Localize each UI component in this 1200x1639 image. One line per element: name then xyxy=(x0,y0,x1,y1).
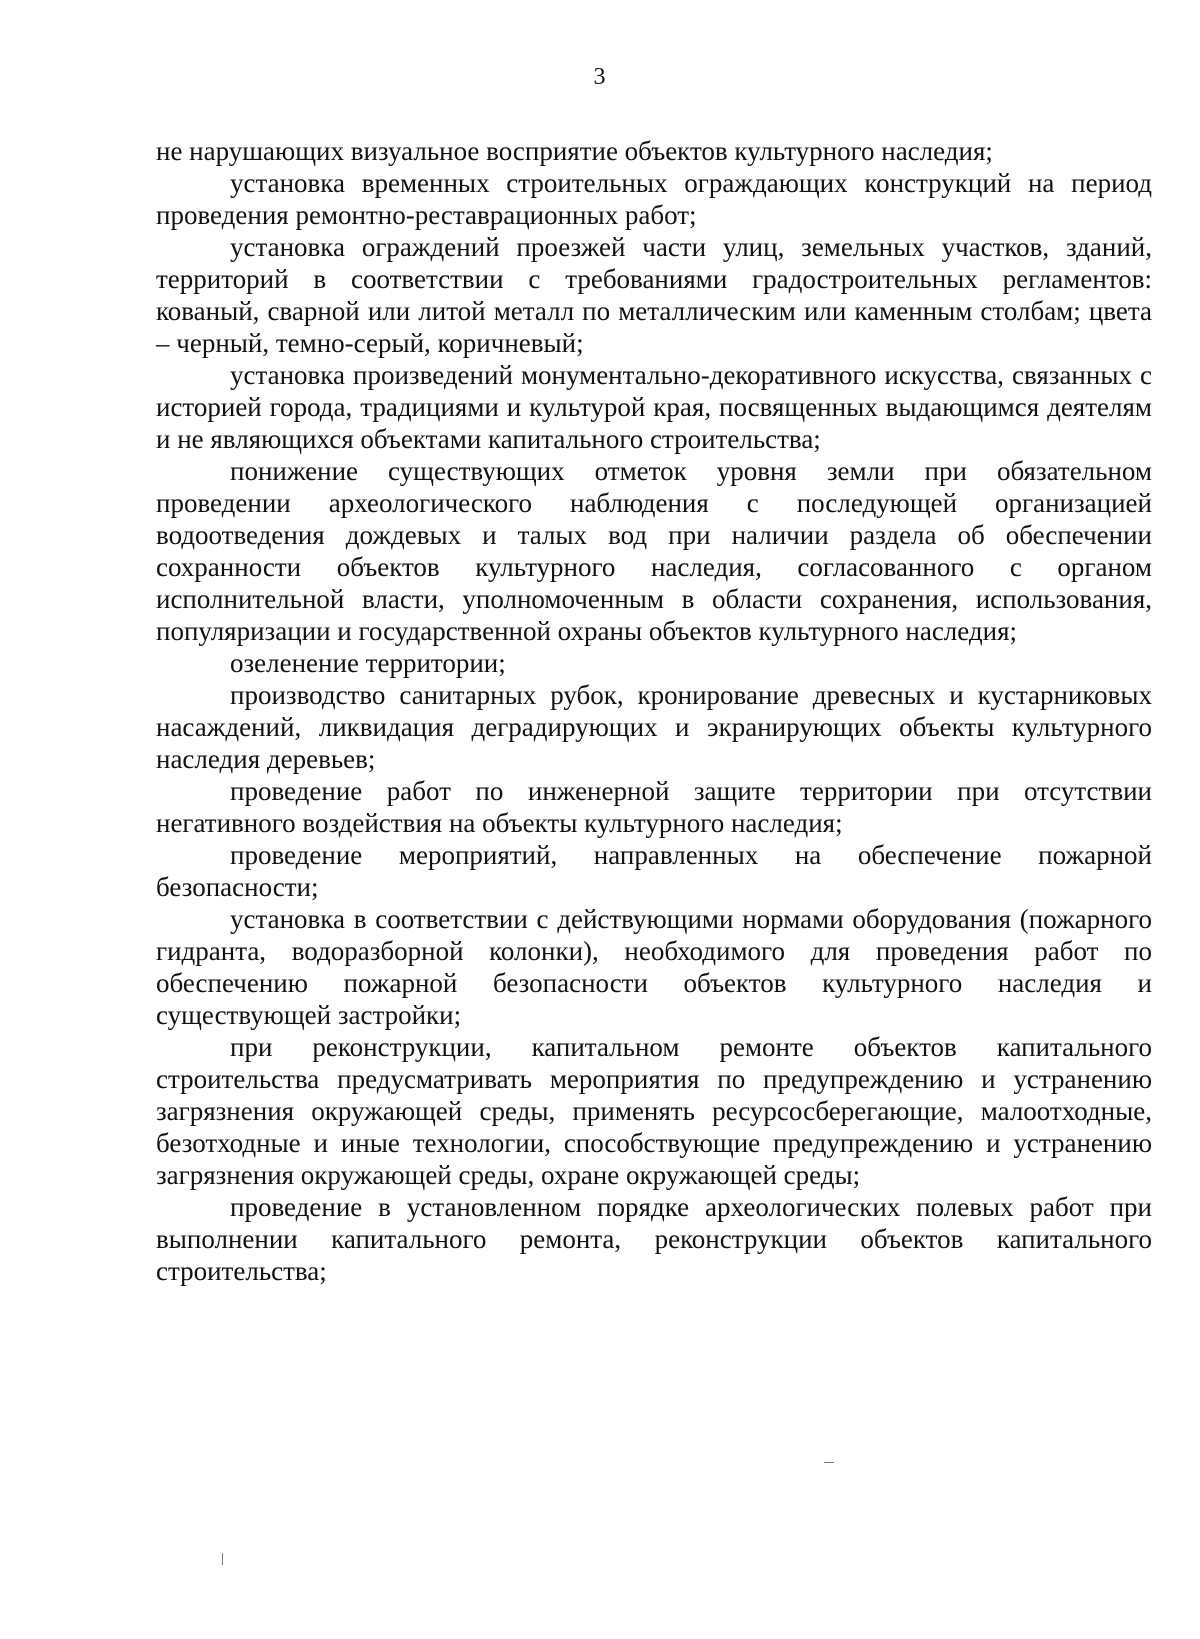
paragraph-visual-perception: не нарушающих визуальное восприятие объектов культурного наследия; xyxy=(156,136,993,166)
paragraph-landscaping: озеленение территории; xyxy=(230,648,506,678)
scan-speck xyxy=(222,1553,223,1565)
paragraph-archaeology: проведение в установленном порядке археологических полевых работ при выполнении капитального ремонта, реконструкции объектов капитального строительства; xyxy=(156,1192,1152,1286)
paragraph-temporary-fences: установка временных строительных ограждающих конструкций на период проведения ремонтно-реставрационных работ; xyxy=(156,168,1152,230)
paragraph-engineering-protection: проведение работ по инженерной защите территории при отсутствии негативного воздействия на объекты культурного наследия; xyxy=(156,776,1152,838)
scan-speck xyxy=(824,1462,834,1463)
document-body xyxy=(156,135,1152,1287)
paragraph-street-fences: установка ограждений проезжей части улиц, земельных участков, зданий, территорий в соответствии с требованиями градостроительных регламентов: кованый, сварной или литой металл по металлическим или каменным столбам; цвета – черный, темно-серый, коричневый; xyxy=(156,232,1152,358)
paragraph-fire-safety: проведение мероприятий, направленных на обеспечение пожарной безопасности; xyxy=(156,840,1152,902)
page-number: 3 xyxy=(593,64,607,90)
paragraph-ground-level: понижение существующих отметок уровня земли при обязательном проведении археологического наблюдения с последующей организацией водоотведения дождевых и талых вод при наличии раздела об обеспечении сохранности объектов культурного наследия, согласованного с органом исполнительной власти, уполномоченным в области сохранения, использования, популяризации и государственной охраны объектов культурного наследия; xyxy=(156,456,1152,646)
paragraph-fire-equipment: установка в соответствии с действующими нормами оборудования (пожарного гидранта, водоразборной колонки), необходимого для проведения работ по обеспечению пожарной безопасности объектов культурного наследия и существующей застройки; xyxy=(156,904,1152,1030)
paragraph-sanitary-felling: производство санитарных рубок, кронирование древесных и кустарниковых насаждений, ликвидация деградирующих и экранирующих объекты культурного наследия деревьев; xyxy=(156,680,1152,774)
paragraph-environment: при реконструкции, капитальном ремонте объектов капитального строительства предусматривать мероприятия по предупреждению и устранению загрязнения окружающей среды, применять ресурсосберегающие, малоотходные, безотходные и иные технологии, способствующие предупреждению и устранению загрязнения окружающей среды, охране окружающей среды; xyxy=(156,1032,1152,1190)
paragraph-monumental-art: установка произведений монументально-декоративного искусства, связанных с историей города, традициями и культурой края, посвященных выдающимся деятелям и не являющихся объектами капитального строительства; xyxy=(156,360,1152,454)
